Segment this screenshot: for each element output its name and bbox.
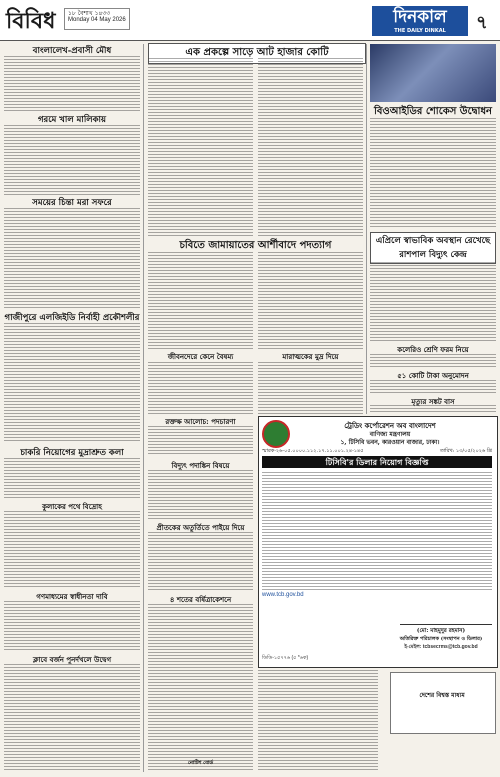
- ad-memo: স্মারক-২৬-০৫.০০০০.১১২.১৭.১১.০০১.২৪-১৪৫: [262, 448, 364, 454]
- ad-signature-mark: [400, 610, 492, 625]
- small-ad-tagline: দেশের বিশ্বস্ত মাধ্যম: [419, 692, 465, 699]
- header-divider: [0, 40, 500, 41]
- col1-article-1-body: [4, 56, 140, 112]
- col1-headline-5: চাকরি নিয়োগের মুদ্রাশ্রুত কলা: [20, 448, 124, 458]
- masthead-title: দিনকাল: [393, 7, 447, 27]
- mid-banner-headline-2: চবিতে জামায়াতের আর্শীবাদে পদত্যাগ: [179, 240, 332, 251]
- right-headline-3: কলেরিও শ্রেণি ফরম নিয়ে: [397, 345, 469, 354]
- mid-banner-headline: এক প্রকল্পে সাড়ে আট হাজার কোটি: [148, 43, 366, 64]
- date-english: Monday 04 May 2026: [68, 17, 126, 23]
- notice-label: নোটিশ বোর্ড: [187, 760, 214, 766]
- mid-article-2-col-a: [148, 252, 253, 350]
- ad-org-sub: বাণিজ্য মন্ত্রণালয়: [369, 431, 411, 438]
- right-article-3-body: [370, 354, 496, 368]
- date-box: [64, 8, 130, 30]
- col1-headline-2: গরমে খাল মালিকায়: [37, 115, 107, 125]
- date-bangla: ১৮ বৈশাখ ১৪৩৩: [68, 10, 111, 17]
- right-article-1-body: [370, 118, 496, 228]
- page-number: ৭: [476, 12, 488, 32]
- right-article-4-body: [370, 380, 496, 394]
- small-ad-box: [390, 672, 496, 734]
- mid-headline-4: মারাত্মকের মুদ্র দিয়ে: [282, 352, 339, 361]
- col1-headline-1: বাংলালেখ-প্রবাসী মৌধ: [32, 46, 112, 56]
- mid-article-5-body: [148, 426, 253, 456]
- ad-signer-title: অতিরিক্ত পরিচালক (সংস্থাপন ও ডিলার): [399, 636, 483, 642]
- ad-title: টিসিবি'র ডিলার নিয়োগ বিজ্ঞপ্তি: [262, 456, 492, 468]
- right-article-5-body: [370, 405, 496, 413]
- mid-article-6-body: [148, 470, 253, 520]
- col1-headline-8: ক্লাবে বর্জন পুনর্দখলে উদ্বেগ: [32, 655, 112, 664]
- col1-headline-7: গণমাধ্যমের স্বাধীনতা দাবি: [36, 592, 108, 601]
- right-headline-5: মৃত্যুর সঙ্কট বাস: [411, 397, 455, 406]
- ad-email: ই-মেইল: tcbsecrms@tcb.gov.bd: [404, 644, 478, 650]
- section-title: বিবিধ: [6, 8, 56, 34]
- col1-article-5-body: [4, 458, 140, 498]
- right-article-2-body: [370, 262, 496, 342]
- mid-article-8-body: [148, 604, 253, 772]
- mid-article-4-body: [258, 362, 363, 414]
- mid-article-7-body: [148, 532, 253, 592]
- right-headline-2: এপ্রিলে স্বাভাবিক অবস্থান রেখেছে রাশপাল বিদ্যুৎ কেন্দ্র: [370, 232, 496, 264]
- right-headline-1: বিওআইডির শোকেস উদ্বোধন: [373, 106, 493, 117]
- mid-article-1-col-b: [258, 58, 363, 236]
- ad-body-text: [262, 472, 492, 590]
- tcb-logo-icon: [262, 420, 290, 448]
- column-divider-1: [143, 44, 144, 772]
- col1-article-8-body: [4, 664, 140, 772]
- mid-headline-3: জীবনদেরে কেনে বৈষম্য: [167, 352, 234, 361]
- ad-org-name: ট্রেডিং কর্পোরেশন অব বাংলাদেশ: [344, 421, 436, 430]
- mid-article-9-body: [258, 670, 378, 770]
- masthead-subtitle: THE DAILY DINKAL: [394, 28, 446, 34]
- ad-date: তারিখ: ১৩/০৫/২০২৬ খ্রি: [439, 448, 492, 454]
- newspaper-logo: [372, 6, 468, 36]
- column-divider-2: [366, 44, 367, 414]
- mid-article-1-col-a: [148, 58, 253, 236]
- mid-article-3-body: [148, 362, 253, 414]
- ad-ref: ডিডি-১৫৭৭৬ (৫ *৬ক): [262, 655, 309, 661]
- col1-article-6-body: [4, 511, 140, 589]
- mid-headline-7: প্রীতকের অতুর্তিতে পাইয়ে দিয়ে: [156, 523, 245, 532]
- col1-article-2-body: [4, 125, 140, 195]
- mid-headline-6: বিদ্যুৎ পদাঙ্কিন বিষয়ে: [171, 461, 230, 470]
- col1-article-3-body: [4, 208, 140, 308]
- mid-headline-8: ৪ শতের বর্ষিত্রাকেশনে: [169, 595, 232, 604]
- right-headline-4: ৫১ কোটি টাকা অনুমোদন: [397, 371, 469, 380]
- ad-signature-name: (মো: মাহমুদুর রহমান): [416, 628, 466, 634]
- col1-headline-3: সময়ের চিন্তা মরা সফরে: [32, 198, 112, 208]
- col1-headline-4: গাজীপুরে এলজিইডি নির্বাহী প্রকৌশলীর: [4, 313, 140, 323]
- col1-article-7-body: [4, 601, 140, 651]
- col1-article-4-body: [4, 323, 140, 443]
- col1-headline-6: কুলাকের পথে বিদ্রোহ: [42, 502, 102, 511]
- ad-website: www.tcb.gov.bd: [262, 592, 304, 598]
- mid-headline-5: রক্তক্ষ আলোচ: পদচারণা: [165, 417, 236, 426]
- mid-article-2-col-b: [258, 252, 363, 350]
- ad-address: ১, টিসিবি ভবন, কারওয়ান বাজার, ঢাকা।: [340, 439, 440, 446]
- event-photo: [370, 44, 496, 102]
